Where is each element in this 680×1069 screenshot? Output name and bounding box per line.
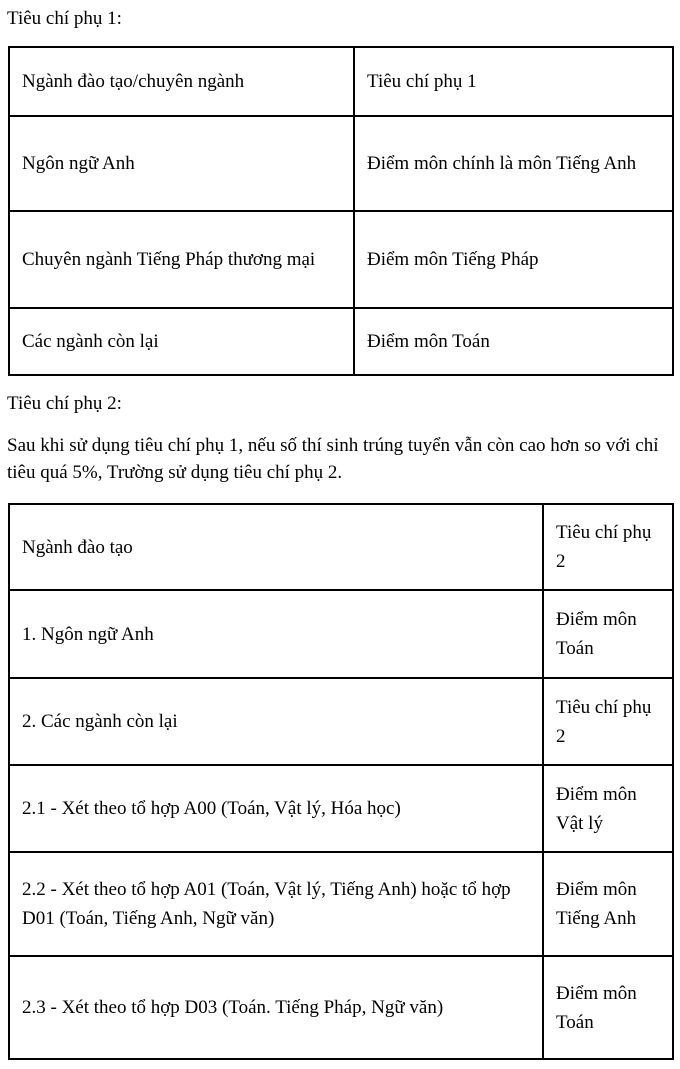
table-row <box>9 308 673 375</box>
table-header-row <box>9 504 673 590</box>
table-cell: Điểm môn Toán <box>543 590 673 678</box>
table-row <box>9 765 673 852</box>
table-cell: Tiêu chí phụ 2 <box>543 678 673 765</box>
section2-paragraph: Sau khi sử dụng tiêu chí phụ 1, nếu số thí sinh trúng tuyển vẫn còn cao hơn so với chỉ tiêu quá 5%, Trường sử dụng tiêu chí phụ 2. <box>7 435 659 483</box>
criteria2-table <box>8 503 674 1060</box>
table-cell: 2.2 - Xét theo tổ hợp A01 (Toán, Vật lý, Tiếng Anh) hoặc tổ hợp D01 (Toán, Tiếng Anh, Ngữ văn) <box>9 852 543 956</box>
table-cell: Điểm môn Tiếng Pháp <box>354 211 673 308</box>
table-row <box>9 678 673 765</box>
table-row <box>9 211 673 308</box>
section1-heading: Tiêu chí phụ 1: <box>7 8 122 29</box>
table-row <box>9 956 673 1059</box>
table-cell: 2.1 - Xét theo tổ hợp A00 (Toán, Vật lý, Hóa học) <box>9 765 543 852</box>
table-cell: 2.3 - Xét theo tổ hợp D03 (Toán. Tiếng Pháp, Ngữ văn) <box>9 956 543 1059</box>
table-cell: Ngôn ngữ Anh <box>9 116 354 211</box>
header-cell-criterion: Tiêu chí phụ 2 <box>543 504 673 590</box>
table-cell: Chuyên ngành Tiếng Pháp thương mại <box>9 211 354 308</box>
table-cell: Điểm môn Toán <box>543 956 673 1059</box>
table-header-row <box>9 47 673 116</box>
section2-heading: Tiêu chí phụ 2: <box>7 393 122 414</box>
table-row <box>9 852 673 956</box>
table-row <box>9 590 673 678</box>
table-row <box>9 116 673 211</box>
header-cell-major: Ngành đào tạo <box>9 504 543 590</box>
header-cell-major: Ngành đào tạo/chuyên ngành <box>9 47 354 116</box>
table-cell: Điểm môn Tiếng Anh <box>543 852 673 956</box>
header-cell-criterion: Tiêu chí phụ 1 <box>354 47 673 116</box>
criteria1-table <box>8 46 674 376</box>
table-cell: Điểm môn chính là môn Tiếng Anh <box>354 116 673 211</box>
table-cell: Điểm môn Toán <box>354 308 673 375</box>
table-cell: 2. Các ngành còn lại <box>9 678 543 765</box>
table-cell: Các ngành còn lại <box>9 308 354 375</box>
table-cell: Điểm môn Vật lý <box>543 765 673 852</box>
table-cell: 1. Ngôn ngữ Anh <box>9 590 543 678</box>
